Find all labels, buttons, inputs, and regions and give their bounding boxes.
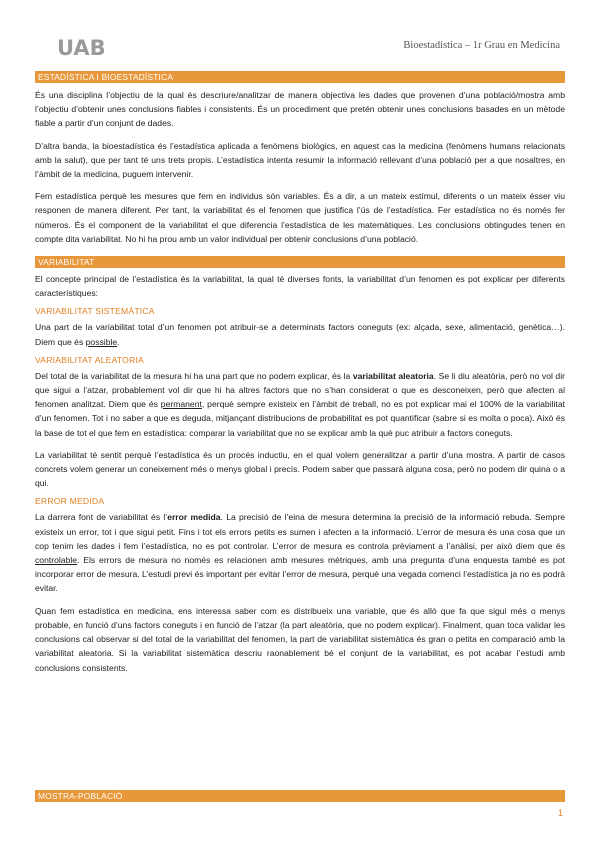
underlined-term: controlable xyxy=(35,555,78,566)
subheading-error-medida: ERROR MEDIDA xyxy=(35,496,105,507)
underlined-term: possible xyxy=(85,336,118,347)
bold-term: error medida xyxy=(167,512,221,523)
paragraph: El concepte principal de l’estadística és la variabilitat, la qual té diverses fonts, la variabilitat d’un fenomen es pot explicar per diferents característiques: xyxy=(35,274,565,299)
bold-term: variabilitat aleatoria xyxy=(352,370,434,381)
paragraph: La darrera font de variabilitat és l’error medida. La precisió de l’eina de mesura determina la precisió de la informació rebuda. Sempre existeix un error, tot i que sigui petit. Fins i tot els errors petits es sumen i afecten a la informació. L’error de mesura és una cosa que un cop tenim les dades i fem l’estadística, no es pot controlar. L’error de mesura es controla prèviament a l’anàlisi, per això diem que és controlable. Els errors de mesura no només es relacionen amb mesures mètriques, amb una pregunta d’una enquesta també es pot incorporar error de mesura. L’estudi previ és important per evitar l’error de mesura, perquè una vegada comenci l’estadística ja no es podrà evitar. xyxy=(35,512,565,594)
section-heading-mostra-poblacio: MOSTRA-POBLACIÓ xyxy=(35,790,565,802)
subheading-sistematica: VARIABILITAT SISTEMÀTICA xyxy=(35,306,155,317)
section-heading-estadistica: ESTADÍSTICA I BIOESTADÍSTICA xyxy=(35,71,565,83)
paragraph: D’altra banda, la bioestadística és l’estadística aplicada a fenòmens biològics, en aquest cas la medicina (fenòmens humans relacionats amb la salut), que per tant té uns trets propis. L’estadística intenta resumir la informació rellevant d’una població per a que nosaltres, en l’àmbit de la medicina, puguem intervenir. xyxy=(35,140,565,180)
paragraph: La variabilitat té sentit perquè l’estadística és un procés inductiu, en el qual volem generalitzar a partir d’una mostra. A partir de casos concrets volem generar un coneixement més o menys global i precís. Podem saber que passarà alguna cosa, però no podem dir quina o a qui. xyxy=(35,449,565,489)
paragraph: És una disciplina l’objectiu de la qual és descriure/analitzar de manera objectiva les dades que provenen d’una població/mostra amb l’objectiu d’obtenir unes conclusions fiables i consistents. És un procediment que pretén obtenir unes conclusions basades en un mètode fiable a partir d’un conjunt de dades. xyxy=(35,90,565,129)
subheading-aleatoria: VARIABILITAT ALEATORIA xyxy=(35,354,144,365)
paragraph: Quan fem estadística en medicina, ens interessa saber com es distribueix una variable, que és allò que fa que sigui més o menys probable, en funció d’uns factors coneguts i en funció de l’atzar (la part aleatòria, que no podem explicar). Finalment, quan toca validar les conclusions cal observar si del total de la variabilitat del fenomen, la part de variabilitat sistemàtica és gran o petita en comparació amb la variabilitat aleatoria. Si la variabilitat sistemàtica descriu raonablement bé el conjunt de la variabilitat, es pot acabar l’estudi amb conclusions consistents. xyxy=(35,605,565,673)
paragraph: Del total de la variabilitat de la mesura hi ha una part que no podem explicar, és la variabilitat aleatoria. Se li diu aleatòria, però no vol dir que sigui a l’atzar, probablement vol dir que hi ha altres factors que no s’han considerat o que es desconeixen, però que afecten al fenomen analitzat. Diem que és permanent, perquè sempre existeix en l’àmbit de treball, no es pot explicar mai el 100% de la variabilitat d’un fenomen. Tot i no saber a que es deguda, mitjançant distribucions de probabilitat es pot quantificar (sabre si es molta o poca). Això és la base de tot el que fem en estadística: comparar la variabilitat que no se explicar amb la què puc atribuir a factors coneguts. xyxy=(35,370,565,438)
paragraph: Una part de la variabilitat total d’un fenomen pot atribuir-se a determinats factors coneguts (ex: alçada, sexe, alimentació, genètica…). Diem que és possible. xyxy=(35,322,565,347)
page-number: 1 xyxy=(557,808,563,818)
header-title: Bioestadística – 1r Grau en Medicina xyxy=(403,40,560,51)
document-body xyxy=(35,71,565,683)
section-heading-variabilitat: VARIABILITAT xyxy=(35,256,565,268)
underlined-term: permanent xyxy=(160,399,202,410)
paragraph: Fem estadística perquè les mesures que fem en individus són variables. És a dir, a un mateix estímul, diferents o un mateix ésser viu responen de manera diferent. Per tant, la variabilitat és el fenomen que justifica l’ús de l’estadística. Fer estadística no és només fer números. És el component de la variabilitat el que diferencia l’estadística de les matemàtiques. Les conclusions obtingudes tenen en compte dita variabilitat. No hi ha prou amb un valor individual per obtenir conclusions d’una població. xyxy=(35,191,565,244)
uab-logo: UAB xyxy=(57,36,106,60)
